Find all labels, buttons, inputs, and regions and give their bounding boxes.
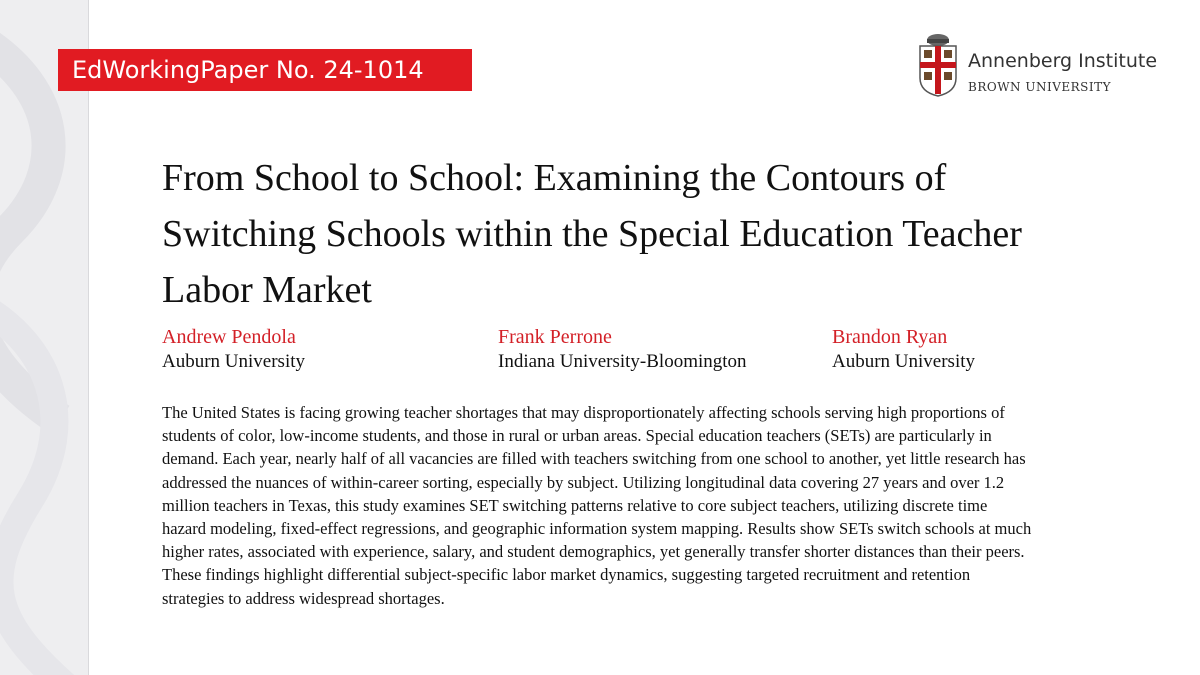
paper-title: From School to School: Examining the Contours of Switching Schools within the Special Education Teacher Labor Market xyxy=(162,157,1022,311)
author-name: Andrew Pendola xyxy=(162,326,296,348)
author-affiliation: Indiana University-Bloomington xyxy=(498,351,747,372)
abstract: The United States is facing growing teacher shortages that may disproportionately affecting schools serving high proportions of students of color, low-income students, and those in rural or urban areas. Special education teachers (SETs) are particularly in demand. Each year, nearly half of all vacancies are filled with teachers switching from one school to another, yet little research has addressed the nuances of within-career sorting, especially by subject. Utilizing longitudinal data covering 27 years and over 1.2 million teachers in Texas, this study examines SET switching patterns relative to core subject teachers, utilizing discrete time hazard modeling, fixed-effect regressions, and geographic information system mapping. Results show SETs switch schools at much higher rates, associated with experience, salary, and student demographics, yet generally transfer shorter distances than their peers. These findings highlight differential subject-specific labor market dynamics, suggesting targeted recruitment and retention strategies to address widespread shortages. xyxy=(162,403,1032,608)
working-paper-number: EdWorkingPaper No. 24-1014 xyxy=(72,56,424,84)
author-name: Frank Perrone xyxy=(498,326,612,348)
working-paper-banner xyxy=(58,49,472,91)
decorative-side-panel xyxy=(0,0,89,675)
author-block xyxy=(832,325,975,375)
institute-name: Annenberg Institute xyxy=(968,50,1158,72)
brown-crest-icon xyxy=(918,32,958,98)
author-block xyxy=(162,325,305,375)
author-affiliation: Auburn University xyxy=(832,351,976,372)
author-block xyxy=(498,325,747,375)
author-affiliation: Auburn University xyxy=(162,351,306,372)
annenberg-logo xyxy=(918,32,1158,100)
university-name: BROWN UNIVERSITY xyxy=(968,80,1112,94)
decorative-swirl-graphic xyxy=(0,0,88,675)
author-name: Brandon Ryan xyxy=(832,326,948,348)
